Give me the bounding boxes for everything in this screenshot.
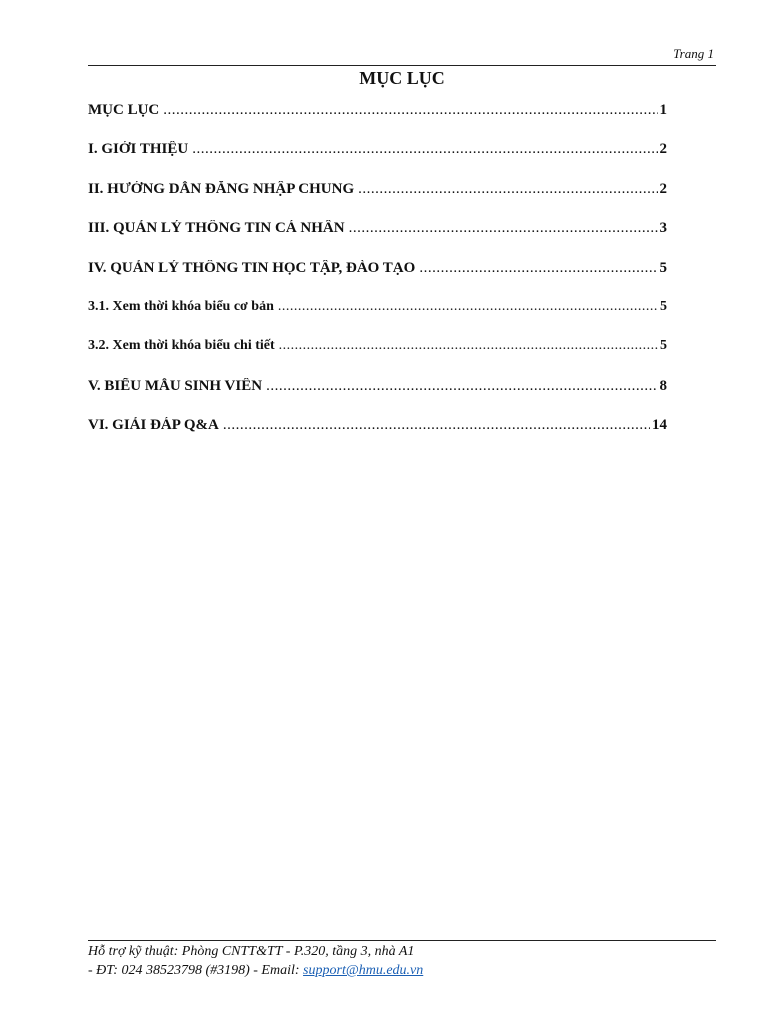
toc-entry-label: IV. QUẢN LÝ THÔNG TIN HỌC TẬP, ĐÀO TẠO xyxy=(88,259,416,276)
toc-entry-page: 3 xyxy=(659,220,667,237)
toc-entry-hoc-tap-dao-tao[interactable] xyxy=(88,260,667,299)
toc-entry-page: 5 xyxy=(660,338,667,354)
page-number-header: Trang 1 xyxy=(673,46,714,61)
page-footer xyxy=(88,942,423,980)
toc-entry-label: III. QUẢN LÝ THÔNG TIN CÁ NHÂN xyxy=(88,220,345,237)
footer-phone-text: - ĐT: 024 38523798 (#3198) - Email: xyxy=(88,963,304,978)
toc-dot-leader xyxy=(278,299,658,315)
toc-entry-gioi-thieu[interactable] xyxy=(88,141,667,180)
toc-entry-label: 3.1. Xem thời khóa biểu cơ bản xyxy=(88,298,274,314)
toc-dot-leader xyxy=(419,260,657,277)
toc-entry-label: V. BIỂU MẪU SINH VIÊN xyxy=(88,377,263,394)
toc-entry-giai-dap[interactable] xyxy=(88,417,667,456)
footer-divider xyxy=(88,940,716,941)
toc-dot-leader xyxy=(349,220,658,237)
toc-entry-thong-tin-ca-nhan[interactable] xyxy=(88,220,667,259)
toc-entry-dang-nhap[interactable] xyxy=(88,181,667,220)
toc-dot-leader xyxy=(192,141,657,158)
toc-entry-page: 5 xyxy=(659,259,667,276)
toc-dot-leader xyxy=(279,338,658,354)
toc-entry-tkb-chi-tiet[interactable] xyxy=(88,338,667,377)
toc-entry-bieu-mau[interactable] xyxy=(88,378,667,417)
toc-entry-tkb-co-ban[interactable] xyxy=(88,299,667,338)
toc-dot-leader xyxy=(266,378,657,395)
footer-support-line: Hỗ trợ kỹ thuật: Phòng CNTT&TT - P.320, tầng 3, nhà A1 xyxy=(88,944,415,959)
toc-entry-label: 3.2. Xem thời khóa biểu chi tiết xyxy=(88,338,275,354)
toc-entry-page: 2 xyxy=(659,141,667,158)
toc-entry-page: 14 xyxy=(652,417,667,434)
table-of-contents xyxy=(88,102,667,457)
page-title: MỤC LỤC xyxy=(359,68,445,88)
toc-entry-page: 5 xyxy=(660,298,667,314)
footer-contact-line xyxy=(88,961,423,980)
toc-dot-leader xyxy=(223,417,650,434)
toc-entry-label: II. HƯỚNG DẪN ĐĂNG NHẬP CHUNG xyxy=(88,180,355,197)
toc-entry-page: 2 xyxy=(659,180,667,197)
toc-dot-leader xyxy=(358,181,657,198)
toc-entry-muc-luc[interactable] xyxy=(88,102,667,141)
toc-entry-label: VI. GIẢI ĐÁP Q&A xyxy=(88,417,219,434)
header-divider xyxy=(88,65,716,66)
toc-dot-leader xyxy=(163,102,657,119)
toc-entry-label: MỤC LỤC xyxy=(88,102,160,118)
email-link[interactable]: support@hmu.edu.vn xyxy=(303,963,424,978)
toc-entry-page: 1 xyxy=(659,102,667,118)
toc-entry-label: I. GIỚI THIỆU xyxy=(88,141,189,158)
toc-entry-page: 8 xyxy=(659,377,667,394)
